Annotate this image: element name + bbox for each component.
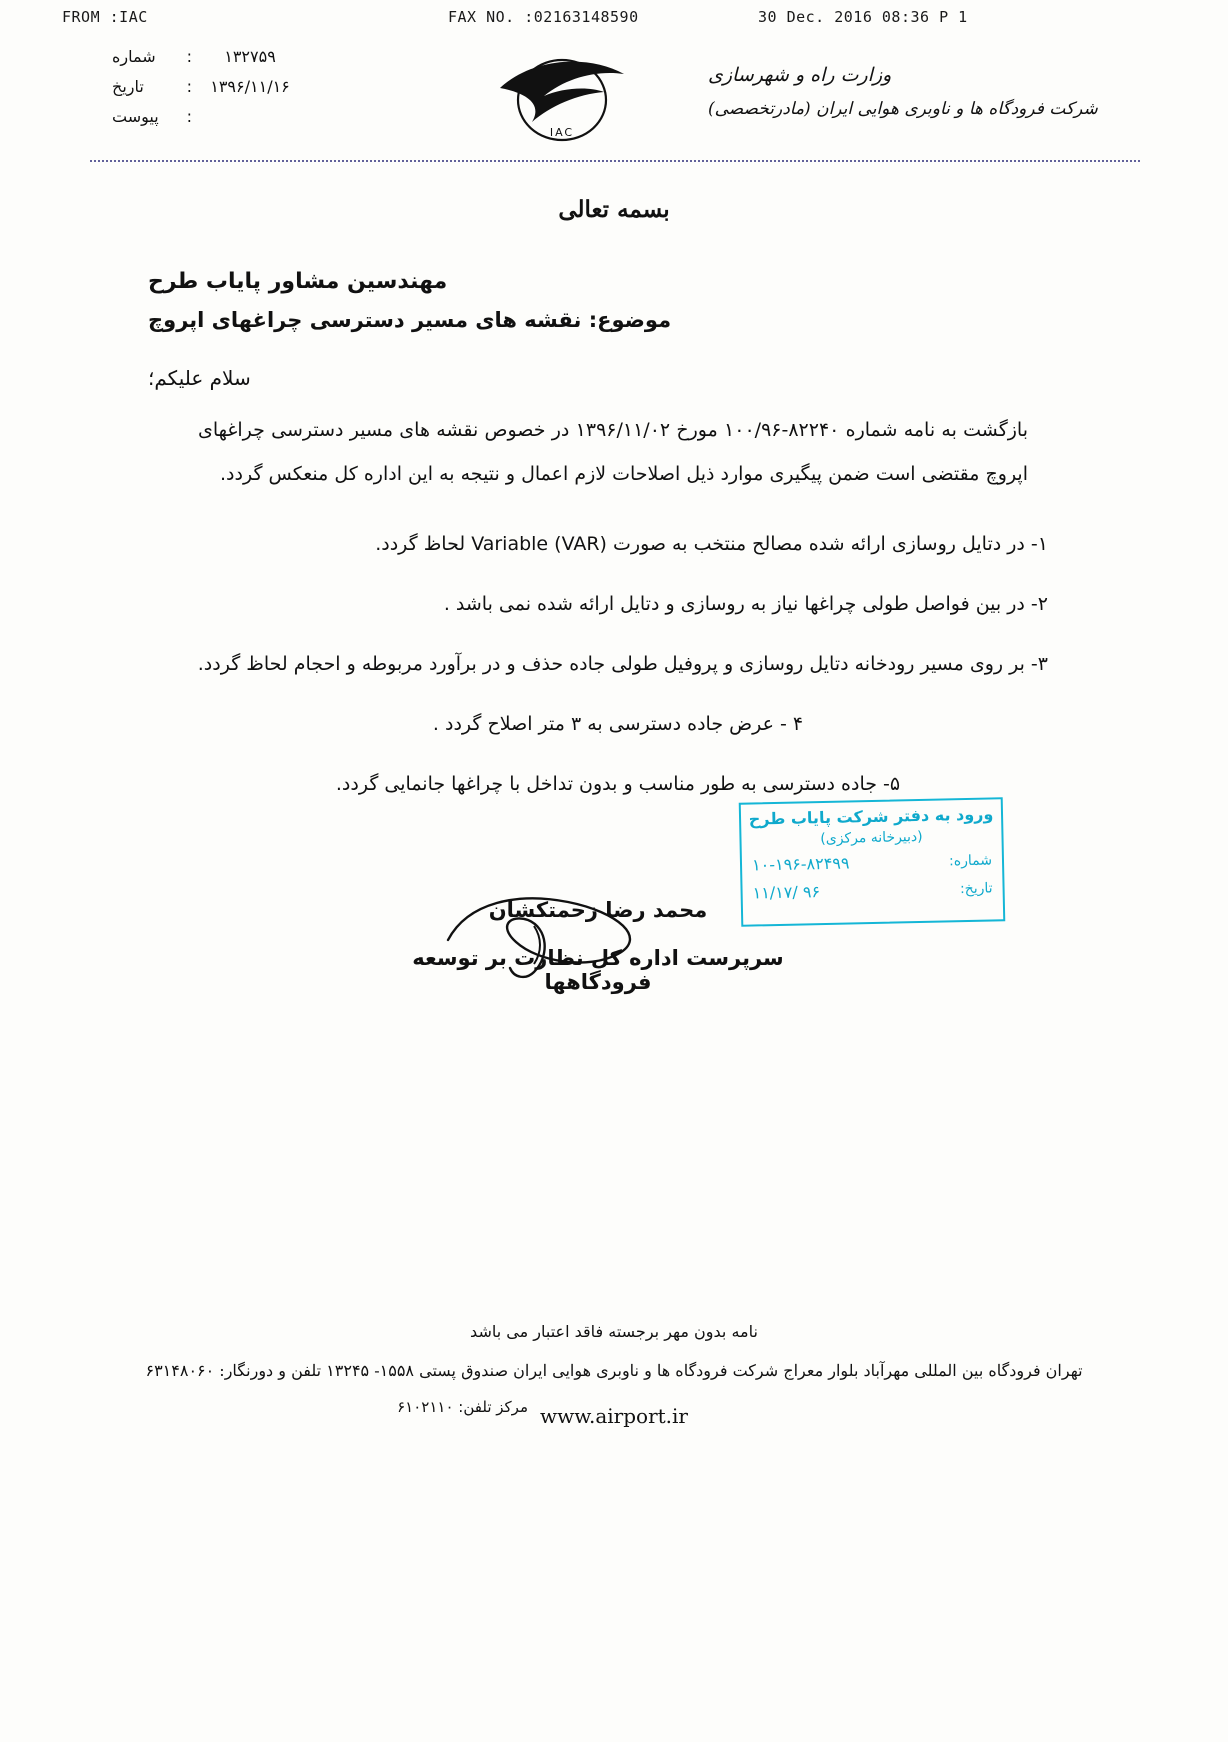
letterhead-attachment-value: [202, 102, 298, 132]
header-divider: [90, 160, 1140, 164]
fax-datetime-label: 30 Dec. 2016 08:36 P 1: [758, 8, 968, 26]
letterhead-attachment-label: پیوست: [112, 107, 159, 126]
stamp-date-value: ۹۶ /۱۱/۱۷: [752, 882, 821, 903]
footer-validity-note: نامه بدون مهر برجسته فاقد اعتبار می باشد: [470, 1322, 758, 1341]
footer-website: www.airport.ir: [540, 1404, 688, 1428]
letterhead-field-attachment: [78, 102, 298, 132]
letterhead-date-value: ۱۳۹۶/۱۱/۱۶: [210, 77, 290, 96]
letterhead-field-number: [78, 42, 298, 72]
letterhead-reference-fields: [78, 42, 298, 132]
letterhead-date-label: تاریخ: [112, 77, 144, 96]
basmalah-heading: بسمه تعالی: [558, 196, 670, 223]
signer-title: سرپرست اداره کل نظارت بر توسعه فرودگاهها: [412, 946, 784, 994]
organization-name: [708, 58, 1168, 126]
letterhead-number-value: ۱۳۲۷۵۹: [224, 47, 276, 66]
stamp-number-row: [742, 845, 1003, 878]
letterhead-number-colon: :: [186, 47, 192, 66]
list-item: ۵- جاده دسترسی به طور مناسب و بدون تداخل با چراغها جانمایی گردد.: [335, 773, 901, 795]
list-item: ۳- بر روی مسیر رودخانه دتایل روسازی و پروفیل طولی جاده حذف و در برآورد مربوطه و احجام لحاظ گردد.: [197, 653, 1048, 675]
fax-transmission-header: [0, 8, 1228, 34]
signer-name: محمد رضا زحمتکشان: [488, 898, 708, 922]
list-item: ۱- در دتایل روسازی ارائه شده مصالح منتخب به صورت Variable (VAR) لحاظ گردد.: [375, 533, 1048, 555]
addressee-line: مهندسین مشاور پایاب طرح: [148, 269, 448, 294]
ministry-name: وزارت راه و شهرسازی: [708, 64, 892, 86]
intro-paragraph: بازگشت به نامه شماره ۸۲۲۴۰-۱۰۰/۹۶ مورخ ۱۳۹۶/۱۱/۰۲ در خصوص نقشه های مسیر دسترسی چراغهای اپروچ مقتضی است ضمن پیگیری موارد ذیل اصلاحات لازم اعمال و نتیجه به این اداره کل منعکس گردد.: [198, 419, 1029, 485]
letterhead-field-date: [78, 72, 298, 102]
fax-from-label: FROM :IAC: [62, 8, 148, 26]
salutation-line: سلام علیکم؛: [148, 366, 251, 390]
stamp-title: ورود به دفتر شرکت پایاب طرح: [748, 804, 994, 829]
stamp-date-row: [742, 873, 1003, 906]
svg-text:IAC: IAC: [549, 126, 575, 139]
subject-line: موضوع: نقشه های مسیر دسترسی چراغهای اپروچ: [148, 308, 672, 332]
fax-number-label: FAX NO. :02163148590: [448, 8, 639, 26]
stamp-number-label: شماره:: [948, 852, 993, 870]
letterhead-number-label: شماره: [112, 47, 156, 66]
stamp-subtitle: (دبیرخانه مرکزی): [820, 828, 923, 848]
correction-items-list: [188, 522, 1048, 822]
company-name: شرکت فرودگاه ها و ناوبری هوایی ایران (مادرتخصصی): [708, 99, 1098, 119]
received-stamp: [739, 797, 1006, 927]
stamp-date-label: تاریخ:: [959, 880, 993, 898]
iac-logo-icon: [492, 44, 632, 148]
letterhead: [0, 42, 1228, 152]
stamp-number-value: ۱۰-۱۹۶-۸۲۴۹۹: [751, 853, 850, 875]
footer-central-phone: مرکز تلفن: ۶۱۰۲۱۱۰: [397, 1398, 528, 1416]
list-item: ۴ - عرض جاده دسترسی به ۳ متر اصلاح گردد .: [432, 713, 804, 735]
footer-address: تهران فرودگاه بین المللی مهرآباد بلوار معراج شرکت فرودگاه ها و ناوبری هوایی ایران صندوق پستی ۱۵۵۸- ۱۳۲۴۵ تلفن و دورنگار: ۶۳۱۴۸۰۶۰: [145, 1361, 1083, 1380]
list-item: ۲- در بین فواصل طولی چراغها نیاز به روسازی و دتایل ارائه شده نمی باشد .: [443, 593, 1048, 615]
letterhead-attachment-colon: :: [186, 107, 192, 126]
letterhead-date-colon: :: [186, 77, 192, 96]
